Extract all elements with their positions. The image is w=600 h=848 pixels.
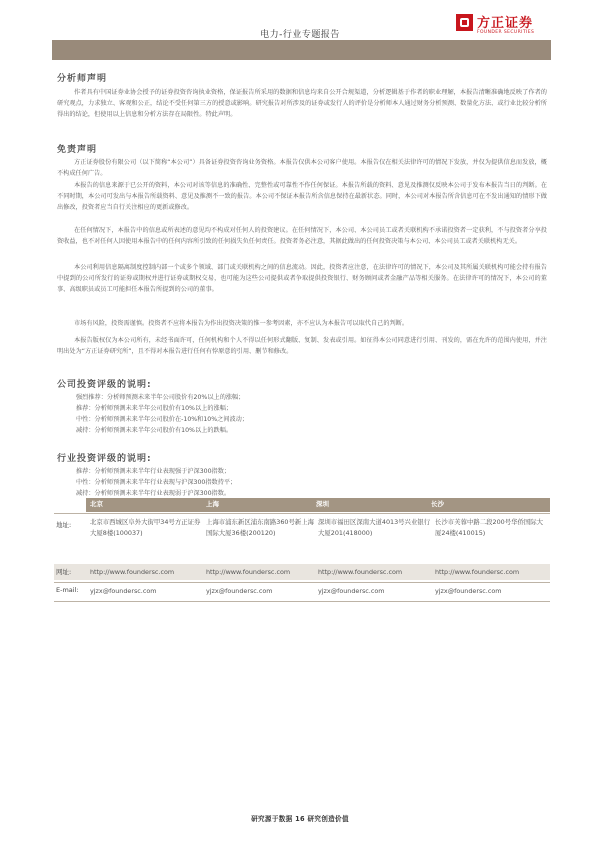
company-rating-item: 减持：分析师预测未来半年公司股价有10%以上的跌幅。 bbox=[76, 427, 233, 434]
company-rating-item: 推荐：分析师预测未来半年公司股价有10%以上的涨幅； bbox=[76, 405, 233, 412]
industry-rating-heading: 行业投资评级的说明: bbox=[57, 454, 152, 464]
logo-en-text: FOUNDER SECURITIES bbox=[477, 30, 535, 35]
analyst-heading: 分析师声明 bbox=[57, 74, 108, 84]
table-divider bbox=[54, 601, 550, 602]
city-shenzhen: 深圳 bbox=[316, 500, 329, 508]
address-label: 地址: bbox=[56, 521, 72, 529]
contact-table-header bbox=[86, 498, 550, 512]
email-changsha[interactable]: yjzx@foundersc.com bbox=[435, 587, 502, 595]
email-beijing[interactable]: yjzx@foundersc.com bbox=[90, 587, 157, 595]
city-shanghai: 上海 bbox=[206, 500, 219, 508]
table-divider bbox=[54, 582, 550, 583]
website-changsha[interactable]: http://www.foundersc.com bbox=[435, 568, 520, 576]
logo-cn-text: 方正证券 bbox=[477, 16, 534, 31]
email-shenzhen[interactable]: yjzx@foundersc.com bbox=[318, 587, 385, 595]
analyst-text: 作者具有中国证券业协会授予的证券投资咨询执业资格，保证报告所采用的数据和信息均来自公开合规渠道，分析逻辑基于作者的职业理解，本报告清晰准确地反映了作者的研究观点，力求独立、客观和公正，结论不受任何第三方的授意或影响。研究报告对所涉及的证券或发行人的评价是分析师本人通过财务分析预测、数量化方法、或行业比较分析所得出的结论，但使用以上信息和分析方法存在局限性。特此声明。 bbox=[57, 89, 547, 119]
industry-rating-item: 中性：分析师预测未来半年行业表现与沪深300指数持平； bbox=[76, 479, 237, 486]
address-shanghai: 上海市浦东新区浦东南路360号新上海国际大厦36楼(200120) bbox=[206, 518, 315, 537]
disclaimer-p5: 市场有风险，投资需谨慎。投资者不应将本报告为作出投资决策的惟一参考因素，亦不应认为本报告可以取代自己的判断。 bbox=[74, 320, 409, 327]
logo-mark-icon bbox=[456, 14, 473, 31]
city-changsha: 长沙 bbox=[431, 500, 444, 508]
report-header-title: 电力-行业专题报告 bbox=[260, 30, 340, 40]
founder-securities-logo bbox=[456, 12, 548, 40]
company-rating-heading: 公司投资评级的说明: bbox=[57, 380, 152, 390]
disclaimer-p4: 本公司利用信息隔离制度控制内部一个或多个领域、部门或关联机构之间的信息流动。因此，投资者应注意，在法律许可的情况下，本公司及其所属关联机构可能会持有报告中提到的公司所发行的证券或期权并进行证券或期权交易，也可能为这些公司提供或者争取提供投资银行、财务顾问或者金融产品等相关服务。在法律许可的情况下，本公司的董事、高级职员或员工可能担任本报告所提到的公司的董事。 bbox=[57, 264, 547, 294]
industry-rating-item: 减持：分析师预测未来半年行业表现弱于沪深300指数。 bbox=[76, 490, 231, 497]
disclaimer-p2: 本报告的信息来源于已公开的资料，本公司对该等信息的准确性、完整性或可靠性不作任何保证。本报告所载的资料、意见及推测仅反映本公司于发布本报告当日的判断。在不同时期，本公司可发出与本报告所载资料、意见及推测不一致的报告。本公司不保证本报告所含信息保持在最新状态。同时，本公司对本报告所含信息可在不发出通知的情形下做出修改，投资者应当自行关注相应的更新或修改。 bbox=[57, 182, 547, 212]
industry-rating-item: 推荐：分析师预测未来半年行业表现强于沪深300指数； bbox=[76, 468, 231, 475]
header-bar bbox=[52, 40, 551, 60]
disclaimer-p6: 本报告版权仅为本公司所有，未经书面许可，任何机构和个人不得以任何形式翻版、复制、发表或引用。如征得本公司同意进行引用、刊发的，需在允许的范围内使用，并注明出处为“方正证券研究所”，且不得对本报告进行任何有悖原意的引用、删节和修改。 bbox=[57, 337, 547, 356]
company-rating-item: 强烈推荐：分析师预测未来半年公司股价有20%以上的涨幅； bbox=[76, 394, 245, 401]
disclaimer-p3: 在任何情况下，本报告中的信息或所表述的意见均不构成对任何人的投资建议。在任何情况下，本公司、本公司员工或者关联机构不承诺投资者一定获利，不与投资者分享投资收益，也不对任何人因使用本报告中的任何内容所引致的任何损失负任何责任。投资者务必注意，其据此做出的任何投资决策与本公司、本公司员工或者关联机构无关。 bbox=[57, 227, 547, 246]
website-label: 网址: bbox=[56, 568, 72, 576]
address-shenzhen: 深圳市福田区深南大道4013号兴业银行大厦201(418000) bbox=[318, 518, 431, 537]
disclaimer-p1: 方正证券股份有限公司（以下简称“本公司”）具备证券投资咨询业务资格。本报告仅供本公司客户使用。本报告仅在相关法律许可的情况下发放，并仅为提供信息而发放，概不构成任何广告。 bbox=[57, 159, 547, 178]
website-shenzhen[interactable]: http://www.foundersc.com bbox=[318, 568, 403, 576]
city-beijing: 北京 bbox=[90, 500, 103, 508]
website-beijing[interactable]: http://www.foundersc.com bbox=[90, 568, 175, 576]
address-changsha: 长沙市芙蓉中路二段200号华侨国际大厦24楼(410015) bbox=[435, 518, 544, 537]
company-rating-item: 中性：分析师预测未来半年公司股价在-10%和10%之间波动； bbox=[76, 416, 249, 423]
website-shanghai[interactable]: http://www.foundersc.com bbox=[206, 568, 291, 576]
disclaimer-heading: 免责声明 bbox=[57, 145, 98, 155]
email-label: E-mail: bbox=[56, 586, 79, 594]
table-divider bbox=[54, 513, 550, 514]
contact-table bbox=[54, 498, 550, 604]
address-beijing: 北京市西城区阜外大街甲34号方正证券大厦8楼(100037) bbox=[90, 518, 201, 537]
email-shanghai[interactable]: yjzx@foundersc.com bbox=[206, 587, 273, 595]
page-footer: 研究源于数据 16 研究创造价值 bbox=[251, 815, 349, 823]
